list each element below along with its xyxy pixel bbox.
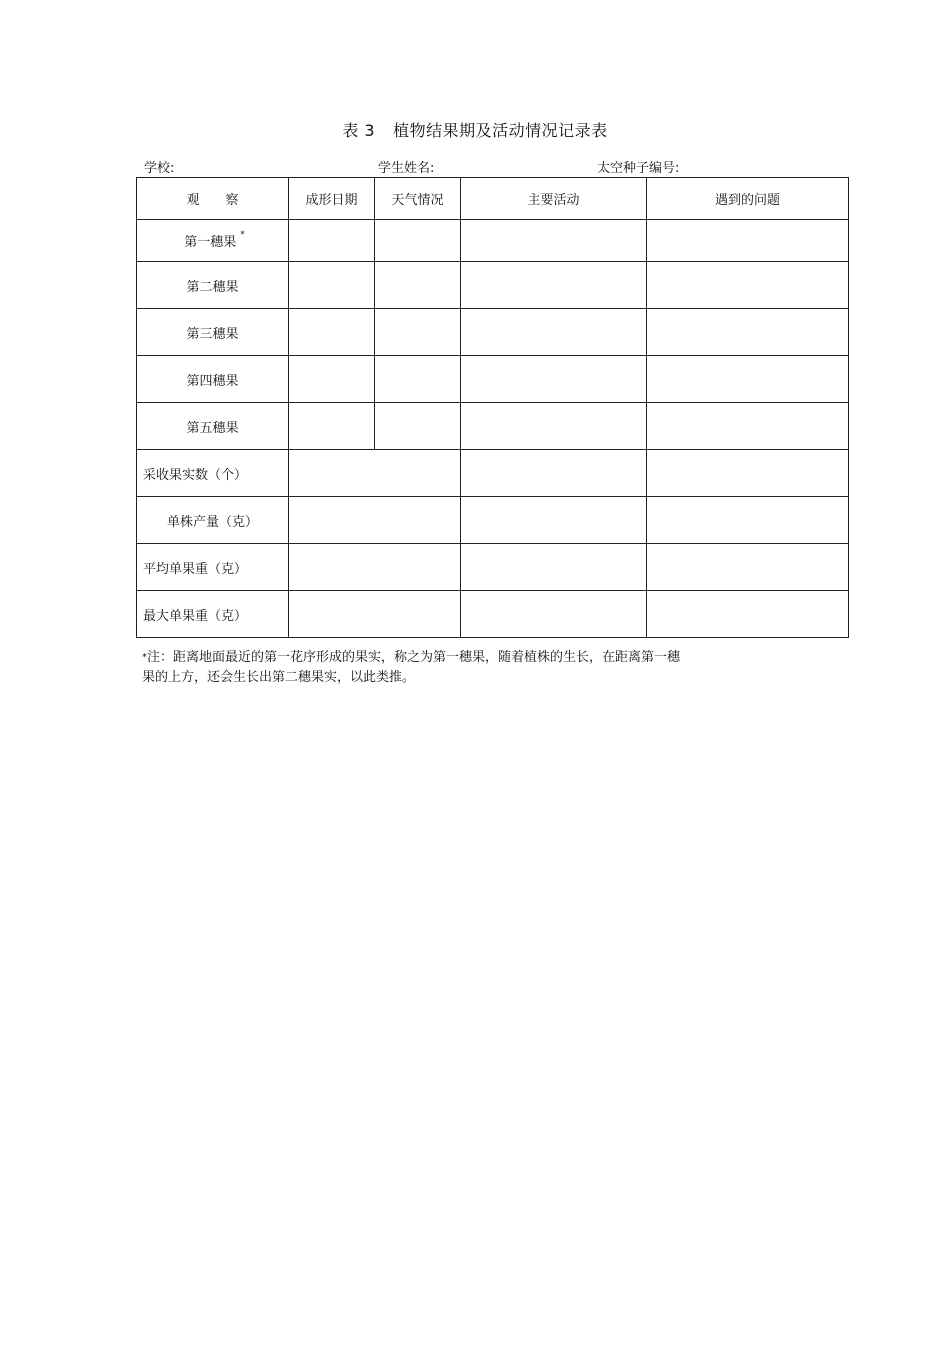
row-label: 第三穗果 — [137, 309, 289, 356]
row-label: 第二穗果 — [137, 262, 289, 309]
cell-input[interactable] — [375, 356, 461, 403]
table-title: 植物结果期及活动情况记录表 — [393, 121, 608, 140]
cell-input[interactable] — [375, 309, 461, 356]
footnote — [142, 648, 782, 688]
table-row — [137, 450, 849, 497]
row-label — [137, 220, 289, 262]
row-label-text: 第一穗果 — [184, 235, 237, 250]
cell-input[interactable] — [289, 220, 375, 262]
table-row — [137, 591, 849, 638]
summary-row-label: 采收果实数（个） — [137, 450, 289, 497]
cell-input[interactable] — [461, 591, 647, 638]
table-row — [137, 220, 849, 262]
cell-input[interactable] — [375, 403, 461, 450]
cell-input[interactable] — [289, 309, 375, 356]
cell-input[interactable] — [375, 262, 461, 309]
table-row — [137, 262, 849, 309]
cell-input[interactable] — [461, 497, 647, 544]
table-row — [137, 356, 849, 403]
table-row — [137, 497, 849, 544]
cell-input[interactable] — [461, 403, 647, 450]
table-row — [137, 403, 849, 450]
table-row — [137, 309, 849, 356]
cell-input[interactable] — [647, 591, 849, 638]
cell-input[interactable] — [289, 356, 375, 403]
cell-input[interactable] — [647, 544, 849, 591]
row-label: 第四穗果 — [137, 356, 289, 403]
cell-input[interactable] — [647, 220, 849, 262]
table-row — [137, 544, 849, 591]
cell-input[interactable] — [647, 450, 849, 497]
cell-input[interactable] — [461, 544, 647, 591]
cell-input[interactable] — [289, 403, 375, 450]
cell-input[interactable] — [647, 356, 849, 403]
cell-input[interactable] — [375, 220, 461, 262]
header-observe: 观 察 — [137, 178, 289, 220]
page-title — [0, 118, 950, 141]
footnote-line-1 — [142, 648, 782, 668]
header-weather: 天气情况 — [375, 178, 461, 220]
cell-input[interactable] — [289, 497, 461, 544]
header-formation-date: 成形日期 — [289, 178, 375, 220]
cell-input[interactable] — [289, 450, 461, 497]
cell-input[interactable] — [647, 403, 849, 450]
cell-input[interactable] — [461, 262, 647, 309]
cell-input[interactable] — [647, 497, 849, 544]
footnote-star: * — [142, 652, 147, 663]
cell-input[interactable] — [461, 220, 647, 262]
cell-input[interactable] — [289, 544, 461, 591]
cell-input[interactable] — [461, 309, 647, 356]
footnote-line-2: 果的上方，还会生长出第二穗果实，以此类推。 — [142, 670, 416, 685]
cell-input[interactable] — [647, 309, 849, 356]
table-header-row — [137, 178, 849, 220]
record-table — [136, 177, 849, 638]
cell-input[interactable] — [289, 262, 375, 309]
cell-input[interactable] — [289, 591, 461, 638]
school-label: 学校: — [144, 161, 175, 176]
table-number: 表 3 — [342, 121, 376, 140]
summary-row-label: 平均单果重（克） — [137, 544, 289, 591]
header-problems: 遇到的问题 — [647, 178, 849, 220]
cell-input[interactable] — [647, 262, 849, 309]
student-name-label: 学生姓名: — [378, 161, 435, 176]
footnote-mark: * — [240, 230, 245, 240]
seed-number-label: 太空种子编号: — [597, 161, 680, 176]
footnote-text-1: 注：距离地面最近的第一花序形成的果实，称之为第一穗果，随着植株的生长，在距离第一穗 — [147, 650, 681, 665]
cell-input[interactable] — [461, 356, 647, 403]
summary-row-label: 最大单果重（克） — [137, 591, 289, 638]
summary-row-label: 单株产量（克） — [137, 497, 289, 544]
header-main-activity: 主要活动 — [461, 178, 647, 220]
row-label: 第五穗果 — [137, 403, 289, 450]
cell-input[interactable] — [461, 450, 647, 497]
